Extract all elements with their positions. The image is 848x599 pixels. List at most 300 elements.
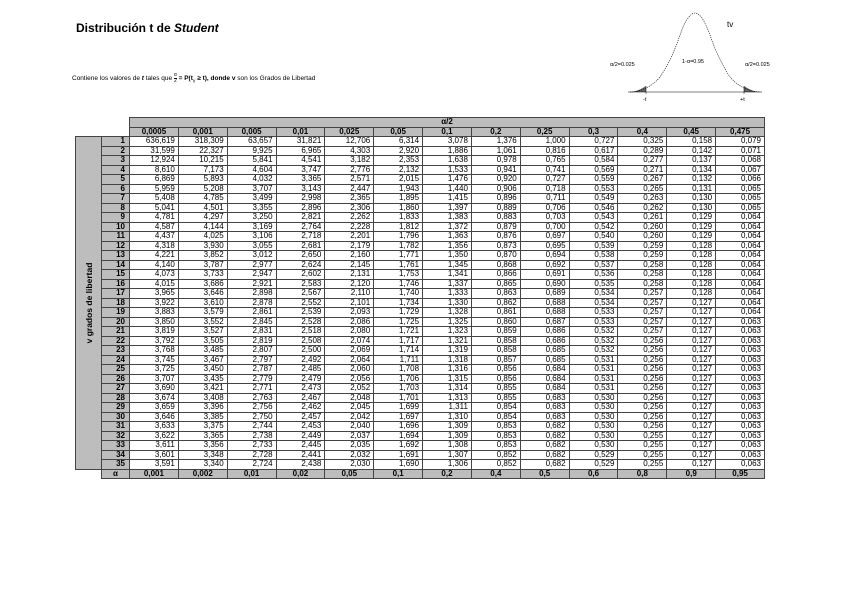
left-tail-label: α/2=0.025 bbox=[610, 62, 635, 68]
value-cell: 0,257 bbox=[618, 327, 667, 337]
value-cell: 0,861 bbox=[471, 308, 520, 318]
value-cell: 1,691 bbox=[374, 450, 423, 460]
value-cell: 0,127 bbox=[667, 346, 716, 356]
value-cell: 2,508 bbox=[276, 336, 325, 346]
df-cell: 4 bbox=[102, 165, 130, 175]
value-cell: 0,063 bbox=[716, 365, 765, 375]
value-cell: 0,684 bbox=[520, 374, 569, 384]
value-cell: 2,080 bbox=[325, 327, 374, 337]
value-cell: 1,943 bbox=[374, 184, 423, 194]
value-cell: 2,624 bbox=[276, 260, 325, 270]
value-cell: 0,741 bbox=[520, 165, 569, 175]
table-row bbox=[76, 346, 765, 356]
df-cell: 26 bbox=[102, 374, 130, 384]
value-cell: 0,065 bbox=[716, 194, 765, 204]
value-cell: 0,256 bbox=[618, 403, 667, 413]
value-cell: 0,870 bbox=[471, 251, 520, 261]
value-cell: 2,120 bbox=[325, 279, 374, 289]
df-cell: 8 bbox=[102, 203, 130, 213]
value-cell: 3,365 bbox=[178, 431, 227, 441]
value-cell: 0,255 bbox=[618, 450, 667, 460]
value-cell: 0,853 bbox=[471, 441, 520, 451]
value-cell: 0,131 bbox=[667, 184, 716, 194]
value-cell: 0,127 bbox=[667, 403, 716, 413]
df-cell: 20 bbox=[102, 317, 130, 327]
value-cell: 12,706 bbox=[325, 137, 374, 147]
value-cell: 1,812 bbox=[374, 222, 423, 232]
value-cell: 3,686 bbox=[178, 279, 227, 289]
value-cell: 0,690 bbox=[520, 279, 569, 289]
value-cell: 2,528 bbox=[276, 317, 325, 327]
value-cell: 0,683 bbox=[520, 393, 569, 403]
value-cell: 0,531 bbox=[569, 384, 618, 394]
subtitle-part-3: tales que bbox=[143, 75, 174, 83]
value-cell: 0,142 bbox=[667, 146, 716, 156]
alpha-value: 0,2 bbox=[423, 469, 472, 479]
table-row bbox=[76, 422, 765, 432]
value-cell: 5,959 bbox=[130, 184, 179, 194]
value-cell: 0,137 bbox=[667, 156, 716, 166]
value-cell: 2,453 bbox=[276, 422, 325, 432]
value-cell: 5,208 bbox=[178, 184, 227, 194]
value-cell: 1,306 bbox=[423, 460, 472, 470]
value-cell: 0,257 bbox=[618, 308, 667, 318]
value-cell: 0,706 bbox=[520, 203, 569, 213]
subtitle-part-8: son los Grados de Libertad bbox=[235, 75, 316, 83]
table-row bbox=[76, 393, 765, 403]
column-header: 0,025 bbox=[325, 127, 374, 137]
value-cell: 10,215 bbox=[178, 156, 227, 166]
value-cell: 0,584 bbox=[569, 156, 618, 166]
value-cell: 1,703 bbox=[374, 384, 423, 394]
value-cell: 2,819 bbox=[227, 336, 276, 346]
value-cell: 1,308 bbox=[423, 441, 472, 451]
value-cell: 2,821 bbox=[276, 213, 325, 223]
value-cell: 1,753 bbox=[374, 270, 423, 280]
alpha-value: 0,5 bbox=[520, 469, 569, 479]
value-cell: 0,256 bbox=[618, 336, 667, 346]
value-cell: 0,130 bbox=[667, 194, 716, 204]
density-curve bbox=[630, 13, 760, 92]
value-cell: 0,255 bbox=[618, 441, 667, 451]
value-cell: 0,256 bbox=[618, 355, 667, 365]
value-cell: 1,711 bbox=[374, 355, 423, 365]
value-cell: 0,258 bbox=[618, 260, 667, 270]
value-cell: 2,539 bbox=[276, 308, 325, 318]
side-label-text: v grados de libertad bbox=[83, 262, 94, 344]
value-cell: 4,144 bbox=[178, 222, 227, 232]
value-cell: 2,447 bbox=[325, 184, 374, 194]
df-cell: 6 bbox=[102, 184, 130, 194]
value-cell: 5,041 bbox=[130, 203, 179, 213]
value-cell: 0,066 bbox=[716, 175, 765, 185]
df-cell: 16 bbox=[102, 279, 130, 289]
value-cell: 0,063 bbox=[716, 422, 765, 432]
df-cell: 15 bbox=[102, 270, 130, 280]
value-cell: 0,865 bbox=[471, 279, 520, 289]
df-cell: 1 bbox=[102, 137, 130, 147]
value-cell: 0,727 bbox=[569, 137, 618, 147]
df-cell: 27 bbox=[102, 384, 130, 394]
value-cell: 1,328 bbox=[423, 308, 472, 318]
value-cell: 1,356 bbox=[423, 241, 472, 251]
center-area-label: 1-α=0.95 bbox=[682, 59, 704, 65]
value-cell: 0,686 bbox=[520, 336, 569, 346]
value-cell: 0,535 bbox=[569, 279, 618, 289]
value-cell: 0,538 bbox=[569, 251, 618, 261]
value-cell: 1,323 bbox=[423, 327, 472, 337]
value-cell: 0,876 bbox=[471, 232, 520, 242]
value-cell: 0,127 bbox=[667, 384, 716, 394]
value-cell: 2,920 bbox=[374, 146, 423, 156]
corner-cell bbox=[76, 469, 102, 479]
value-cell: 2,845 bbox=[227, 317, 276, 327]
value-cell: 2,040 bbox=[325, 422, 374, 432]
fraction-numerator: α bbox=[173, 72, 177, 78]
value-cell: 3,467 bbox=[178, 355, 227, 365]
value-cell: 1,771 bbox=[374, 251, 423, 261]
value-cell: 22,327 bbox=[178, 146, 227, 156]
value-cell: 0,127 bbox=[667, 374, 716, 384]
df-cell: 3 bbox=[102, 156, 130, 166]
value-cell: 1,638 bbox=[423, 156, 472, 166]
value-cell: 0,694 bbox=[520, 251, 569, 261]
value-cell: 1,397 bbox=[423, 203, 472, 213]
value-cell: 3,579 bbox=[178, 308, 227, 318]
value-cell: 3,106 bbox=[227, 232, 276, 242]
column-header-row bbox=[76, 127, 765, 137]
value-cell: 0,695 bbox=[520, 241, 569, 251]
value-cell: 0,127 bbox=[667, 355, 716, 365]
value-cell: 0,856 bbox=[471, 374, 520, 384]
value-cell: 1,717 bbox=[374, 336, 423, 346]
value-cell: 0,325 bbox=[618, 137, 667, 147]
table-row bbox=[76, 365, 765, 375]
value-cell: 1,740 bbox=[374, 289, 423, 299]
value-cell: 4,587 bbox=[130, 222, 179, 232]
df-cell: 31 bbox=[102, 422, 130, 432]
value-cell: 4,781 bbox=[130, 213, 179, 223]
df-cell: 32 bbox=[102, 431, 130, 441]
value-cell: 1,310 bbox=[423, 412, 472, 422]
value-cell: 0,684 bbox=[520, 365, 569, 375]
alpha-label: α bbox=[102, 469, 130, 479]
value-cell: 0,063 bbox=[716, 450, 765, 460]
value-cell: 2,110 bbox=[325, 289, 374, 299]
value-cell: 2,179 bbox=[325, 241, 374, 251]
value-cell: 0,682 bbox=[520, 450, 569, 460]
value-cell: 3,552 bbox=[178, 317, 227, 327]
value-cell: 0,256 bbox=[618, 374, 667, 384]
fraction-denominator: 2 bbox=[173, 78, 177, 84]
value-cell: 1,316 bbox=[423, 365, 472, 375]
value-cell: 0,256 bbox=[618, 346, 667, 356]
value-cell: 3,852 bbox=[178, 251, 227, 261]
df-cell: 18 bbox=[102, 298, 130, 308]
value-cell: 2,728 bbox=[227, 450, 276, 460]
subtitle-v-subscript: v bbox=[192, 78, 196, 85]
value-cell: 0,530 bbox=[569, 412, 618, 422]
value-cell: 2,069 bbox=[325, 346, 374, 356]
value-cell: 2,479 bbox=[276, 374, 325, 384]
value-cell: 0,260 bbox=[618, 222, 667, 232]
df-cell: 33 bbox=[102, 441, 130, 451]
degrees-of-freedom-side-label bbox=[76, 137, 102, 470]
value-cell: 1,330 bbox=[423, 298, 472, 308]
value-cell: 2,861 bbox=[227, 308, 276, 318]
subtitle-part-4: = P(t bbox=[176, 75, 193, 83]
value-cell: 1,321 bbox=[423, 336, 472, 346]
value-cell: 1,313 bbox=[423, 393, 472, 403]
value-cell: 6,965 bbox=[276, 146, 325, 156]
alpha-value: 0,8 bbox=[618, 469, 667, 479]
pos-t-label: +t bbox=[740, 97, 745, 103]
value-cell: 7,173 bbox=[178, 165, 227, 175]
value-cell: 0,261 bbox=[618, 213, 667, 223]
value-cell: 4,785 bbox=[178, 194, 227, 204]
df-cell: 14 bbox=[102, 260, 130, 270]
value-cell: 2,045 bbox=[325, 403, 374, 413]
value-cell: 0,542 bbox=[569, 222, 618, 232]
value-cell: 1,307 bbox=[423, 450, 472, 460]
value-cell: 0,257 bbox=[618, 298, 667, 308]
value-cell: 0,530 bbox=[569, 422, 618, 432]
neg-t-label: -t bbox=[643, 97, 647, 103]
value-cell: 1,714 bbox=[374, 346, 423, 356]
value-cell: 3,707 bbox=[130, 374, 179, 384]
column-header: 0,45 bbox=[667, 127, 716, 137]
column-header: 0,001 bbox=[178, 127, 227, 137]
value-cell: 2,441 bbox=[276, 450, 325, 460]
value-cell: 0,853 bbox=[471, 422, 520, 432]
table-row bbox=[76, 460, 765, 470]
subtitle-part-1: Contiene los valores de bbox=[72, 75, 142, 83]
value-cell: 3,078 bbox=[423, 137, 472, 147]
table-row bbox=[76, 222, 765, 232]
value-cell: 3,012 bbox=[227, 251, 276, 261]
table-row bbox=[76, 260, 765, 270]
table-row bbox=[76, 251, 765, 261]
value-cell: 0,127 bbox=[667, 441, 716, 451]
value-cell: 3,169 bbox=[227, 222, 276, 232]
value-cell: 2,262 bbox=[325, 213, 374, 223]
value-cell: 1,706 bbox=[374, 374, 423, 384]
value-cell: 1,415 bbox=[423, 194, 472, 204]
table-row bbox=[76, 374, 765, 384]
value-cell: 0,816 bbox=[520, 146, 569, 156]
value-cell: 4,032 bbox=[227, 175, 276, 185]
value-cell: 2,831 bbox=[227, 327, 276, 337]
value-cell: 2,552 bbox=[276, 298, 325, 308]
value-cell: 1,061 bbox=[471, 146, 520, 156]
value-cell: 3,250 bbox=[227, 213, 276, 223]
value-cell: 2,797 bbox=[227, 355, 276, 365]
value-cell: 0,530 bbox=[569, 441, 618, 451]
value-cell: 12,924 bbox=[130, 156, 179, 166]
table-row bbox=[76, 355, 765, 365]
value-cell: 1,734 bbox=[374, 298, 423, 308]
value-cell: 0,063 bbox=[716, 460, 765, 470]
value-cell: 0,063 bbox=[716, 441, 765, 451]
title-prefix: Distribución t de bbox=[76, 21, 175, 35]
value-cell: 0,682 bbox=[520, 422, 569, 432]
alpha-value: 0,02 bbox=[276, 469, 325, 479]
value-cell: 2,132 bbox=[374, 165, 423, 175]
value-cell: 0,128 bbox=[667, 260, 716, 270]
value-cell: 0,862 bbox=[471, 298, 520, 308]
value-cell: 0,536 bbox=[569, 270, 618, 280]
value-cell: 3,747 bbox=[276, 165, 325, 175]
value-cell: 0,064 bbox=[716, 289, 765, 299]
alpha-value: 0,6 bbox=[569, 469, 618, 479]
value-cell: 1,325 bbox=[423, 317, 472, 327]
value-cell: 2,048 bbox=[325, 393, 374, 403]
value-cell: 1,311 bbox=[423, 403, 472, 413]
value-cell: 63,657 bbox=[227, 137, 276, 147]
value-cell: 0,683 bbox=[520, 403, 569, 413]
value-cell: 0,260 bbox=[618, 232, 667, 242]
value-cell: 3,355 bbox=[227, 203, 276, 213]
value-cell: 2,093 bbox=[325, 308, 374, 318]
value-cell: 4,437 bbox=[130, 232, 179, 242]
df-cell: 12 bbox=[102, 241, 130, 251]
value-cell: 0,549 bbox=[569, 194, 618, 204]
value-cell: 0,703 bbox=[520, 213, 569, 223]
value-cell: 0,063 bbox=[716, 355, 765, 365]
value-cell: 0,064 bbox=[716, 251, 765, 261]
value-cell: 2,353 bbox=[374, 156, 423, 166]
column-header: 0,0005 bbox=[130, 127, 179, 137]
value-cell: 0,129 bbox=[667, 232, 716, 242]
value-cell: 2,086 bbox=[325, 317, 374, 327]
df-cell: 29 bbox=[102, 403, 130, 413]
value-cell: 3,408 bbox=[178, 393, 227, 403]
value-cell: 0,127 bbox=[667, 365, 716, 375]
value-cell: 1,383 bbox=[423, 213, 472, 223]
df-cell: 2 bbox=[102, 146, 130, 156]
value-cell: 3,610 bbox=[178, 298, 227, 308]
value-cell: 1,000 bbox=[520, 137, 569, 147]
value-cell: 0,258 bbox=[618, 279, 667, 289]
value-cell: 0,134 bbox=[667, 165, 716, 175]
value-cell: 1,725 bbox=[374, 317, 423, 327]
value-cell: 5,841 bbox=[227, 156, 276, 166]
value-cell: 4,221 bbox=[130, 251, 179, 261]
value-cell: 2,145 bbox=[325, 260, 374, 270]
table-row bbox=[76, 336, 765, 346]
value-cell: 1,886 bbox=[423, 146, 472, 156]
value-cell: 0,868 bbox=[471, 260, 520, 270]
value-cell: 1,895 bbox=[374, 194, 423, 204]
value-cell: 3,674 bbox=[130, 393, 179, 403]
value-cell: 0,064 bbox=[716, 213, 765, 223]
value-cell: 2,571 bbox=[325, 175, 374, 185]
corner-cell bbox=[102, 118, 130, 128]
value-cell: 0,686 bbox=[520, 327, 569, 337]
corner-cell bbox=[76, 127, 102, 137]
value-cell: 0,855 bbox=[471, 393, 520, 403]
value-cell: 0,263 bbox=[618, 194, 667, 204]
df-cell: 22 bbox=[102, 336, 130, 346]
value-cell: 2,896 bbox=[276, 203, 325, 213]
value-cell: 1,860 bbox=[374, 203, 423, 213]
value-cell: 1,440 bbox=[423, 184, 472, 194]
value-cell: 2,032 bbox=[325, 450, 374, 460]
alpha-value: 0,4 bbox=[471, 469, 520, 479]
value-cell: 0,132 bbox=[667, 175, 716, 185]
value-cell: 0,257 bbox=[618, 317, 667, 327]
value-cell: 2,467 bbox=[276, 393, 325, 403]
value-cell: 3,768 bbox=[130, 346, 179, 356]
value-cell: 2,756 bbox=[227, 403, 276, 413]
value-cell: 3,850 bbox=[130, 317, 179, 327]
value-cell: 2,064 bbox=[325, 355, 374, 365]
value-cell: 2,056 bbox=[325, 374, 374, 384]
value-cell: 2,201 bbox=[325, 232, 374, 242]
df-cell: 19 bbox=[102, 308, 130, 318]
value-cell: 2,160 bbox=[325, 251, 374, 261]
value-cell: 4,073 bbox=[130, 270, 179, 280]
value-cell: 3,965 bbox=[130, 289, 179, 299]
value-cell: 1,314 bbox=[423, 384, 472, 394]
alpha-value: 0,001 bbox=[130, 469, 179, 479]
value-cell: 2,787 bbox=[227, 365, 276, 375]
value-cell: 0,063 bbox=[716, 317, 765, 327]
table-row bbox=[76, 289, 765, 299]
corner-cell bbox=[102, 127, 130, 137]
value-cell: 31,599 bbox=[130, 146, 179, 156]
value-cell: 3,646 bbox=[178, 289, 227, 299]
value-cell: 1,697 bbox=[374, 412, 423, 422]
value-cell: 2,365 bbox=[325, 194, 374, 204]
value-cell: 0,130 bbox=[667, 203, 716, 213]
value-cell: 0,271 bbox=[618, 165, 667, 175]
value-cell: 0,063 bbox=[716, 336, 765, 346]
value-cell: 0,064 bbox=[716, 241, 765, 251]
column-header: 0,1 bbox=[423, 127, 472, 137]
value-cell: 2,771 bbox=[227, 384, 276, 394]
value-cell: 0,256 bbox=[618, 412, 667, 422]
value-cell: 0,265 bbox=[618, 184, 667, 194]
value-cell: 0,978 bbox=[471, 156, 520, 166]
column-header: 0,25 bbox=[520, 127, 569, 137]
table-row bbox=[76, 412, 765, 422]
value-cell: 2,602 bbox=[276, 270, 325, 280]
column-header: 0,01 bbox=[276, 127, 325, 137]
value-cell: 0,853 bbox=[471, 431, 520, 441]
value-cell: 0,852 bbox=[471, 450, 520, 460]
value-cell: 3,601 bbox=[130, 450, 179, 460]
value-cell: 2,457 bbox=[276, 412, 325, 422]
value-cell: 0,906 bbox=[471, 184, 520, 194]
value-cell: 1,309 bbox=[423, 431, 472, 441]
value-cell: 3,055 bbox=[227, 241, 276, 251]
table-row bbox=[76, 203, 765, 213]
title-emphasis: Student bbox=[174, 21, 219, 35]
table-row bbox=[76, 146, 765, 156]
value-cell: 1,350 bbox=[423, 251, 472, 261]
value-cell: 0,533 bbox=[569, 308, 618, 318]
value-cell: 3,485 bbox=[178, 346, 227, 356]
df-cell: 34 bbox=[102, 450, 130, 460]
value-cell: 3,733 bbox=[178, 270, 227, 280]
value-cell: 0,256 bbox=[618, 393, 667, 403]
value-cell: 0,858 bbox=[471, 346, 520, 356]
alpha-half-header: α/2 bbox=[130, 118, 765, 128]
value-cell: 0,063 bbox=[716, 374, 765, 384]
value-cell: 1,341 bbox=[423, 270, 472, 280]
value-cell: 0,682 bbox=[520, 460, 569, 470]
